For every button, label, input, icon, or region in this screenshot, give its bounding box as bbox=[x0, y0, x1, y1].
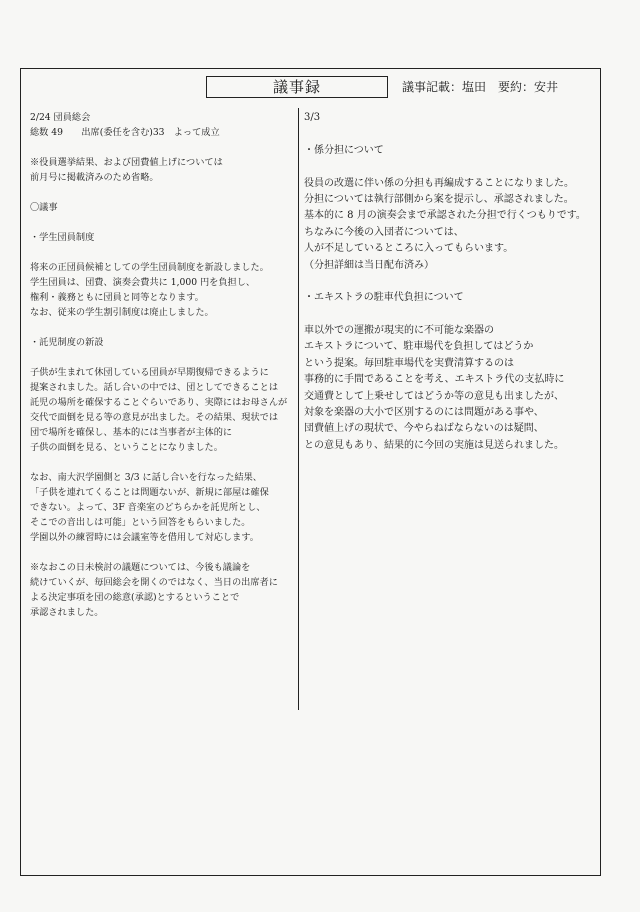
text-line: ・エキストラの駐車代負担について bbox=[304, 292, 464, 304]
text-line: 前月号に掲載済みのため省略。 bbox=[30, 172, 159, 183]
blank-line bbox=[304, 126, 596, 142]
text-line: 3/3 bbox=[304, 112, 321, 123]
column-divider bbox=[298, 108, 299, 710]
left-column bbox=[30, 110, 292, 620]
text-line: 対象を楽器の大小で区別するのには問題がある事や、 bbox=[304, 407, 544, 419]
blank-line bbox=[304, 159, 596, 175]
text-line: なお、従来の学生割引制度は廃止しました。 bbox=[30, 307, 214, 318]
text-line: 子供の面倒を見る、ということになりました。 bbox=[30, 442, 223, 453]
text-line: 団で場所を確保し、基本的には当事者が主体的に bbox=[30, 427, 233, 438]
blank-line bbox=[30, 545, 292, 560]
text-line: ※役員選挙結果、および団費値上げについては bbox=[30, 157, 223, 168]
text-line: ※なおこの日未検討の議題については、今後も議論を bbox=[30, 562, 251, 573]
text-line: ・託児制度の新設 bbox=[30, 337, 104, 348]
text-line: との意見もあり、結果的に今回の実施は見送られました。 bbox=[304, 439, 564, 451]
text-line: よる決定事項を団の総意(承認)とするということで bbox=[30, 592, 240, 603]
text-line: 事務的に手間であることを考え、エキストラ代の支払時に bbox=[304, 374, 565, 386]
text-line: できない。よって、3F 音楽室のどちらかを託児所とし、 bbox=[30, 502, 266, 513]
text-line: 分担については執行部側から案を提示し、承認されました。 bbox=[304, 193, 574, 205]
text-line: 基本的に 8 月の演奏会まで承認された分担で行くつもりです。 bbox=[304, 210, 586, 222]
text-line: という提案。毎回駐車場代を実費清算するのは bbox=[304, 357, 514, 369]
text-line: 団費値上げの現状で、今やらねばならないのは疑問、 bbox=[304, 423, 544, 435]
text-line: （分担詳細は当日配布済み） bbox=[304, 259, 434, 271]
text-line: ・係分担について bbox=[304, 144, 384, 156]
blank-line bbox=[30, 350, 292, 365]
text-line: エキストラについて、駐車場代を負担してはどうか bbox=[304, 341, 534, 353]
text-line: 提案されました。話し合いの中では、団としてできることは bbox=[30, 382, 279, 393]
blank-line bbox=[30, 320, 292, 335]
blank-line bbox=[304, 274, 596, 290]
text-line: そこでの音出しは可能」という回答をもらいました。 bbox=[30, 517, 251, 528]
text-line: 将来の正団員候補としての学生団員制度を新設しました。 bbox=[30, 262, 269, 273]
text-line: 〇議事 bbox=[30, 202, 58, 213]
text-line: 託児の場所を確保することぐらいであり、実際にはお母さんが bbox=[30, 397, 288, 408]
blank-line bbox=[304, 307, 596, 323]
text-line: 「子供を連れてくることは問題ないが、新規に部屋は確保 bbox=[30, 487, 269, 498]
text-line: 車以外での運搬が現実的に不可能な楽器の bbox=[304, 325, 494, 337]
right-column bbox=[304, 110, 596, 454]
text-line: ・学生団員制度 bbox=[30, 232, 95, 243]
blank-line bbox=[30, 245, 292, 260]
blank-line bbox=[30, 140, 292, 155]
blank-line bbox=[30, 455, 292, 470]
text-line: 続けていくが、毎回総会を開くのではなく、当日の出席者に bbox=[30, 577, 278, 588]
text-line: ちなみに今後の入団者については、 bbox=[304, 226, 464, 238]
text-line: 2/24 団員総会 bbox=[30, 112, 91, 123]
text-line: なお、南大沢学園側と 3/3 に話し合いを行なった結果、 bbox=[30, 472, 262, 483]
text-line: 学生団員は、団費、演奏会費共に 1,000 円を負担し、 bbox=[30, 277, 256, 288]
text-line: 権利・義務ともに団員と同等となります。 bbox=[30, 292, 204, 303]
blank-line bbox=[30, 185, 292, 200]
document-title: 議事録 bbox=[206, 76, 388, 98]
text-line: 交通費として上乗せしてはどうか等の意見も出ましたが、 bbox=[304, 390, 564, 402]
text-line: 総数 49 出席(委任を含む)33 よって成立 bbox=[30, 127, 220, 138]
blank-line bbox=[30, 215, 292, 230]
text-line: 承認されました。 bbox=[30, 607, 104, 618]
text-line: 学園以外の練習時には会議室等を借用して対応します。 bbox=[30, 532, 259, 543]
text-line: 人が不足しているところに入ってもらいます。 bbox=[304, 243, 514, 255]
text-line: 交代で面倒を見る等の意見が出ました。その結果、現状では bbox=[30, 412, 279, 423]
text-line: 子供が生まれて休団している団員が早期復帰できるように bbox=[30, 367, 269, 378]
text-line: 役員の改選に伴い係の分担も再編成することになりました。 bbox=[304, 177, 574, 189]
recorder-info: 議事記載：塩田 要約：安井 bbox=[402, 80, 559, 94]
